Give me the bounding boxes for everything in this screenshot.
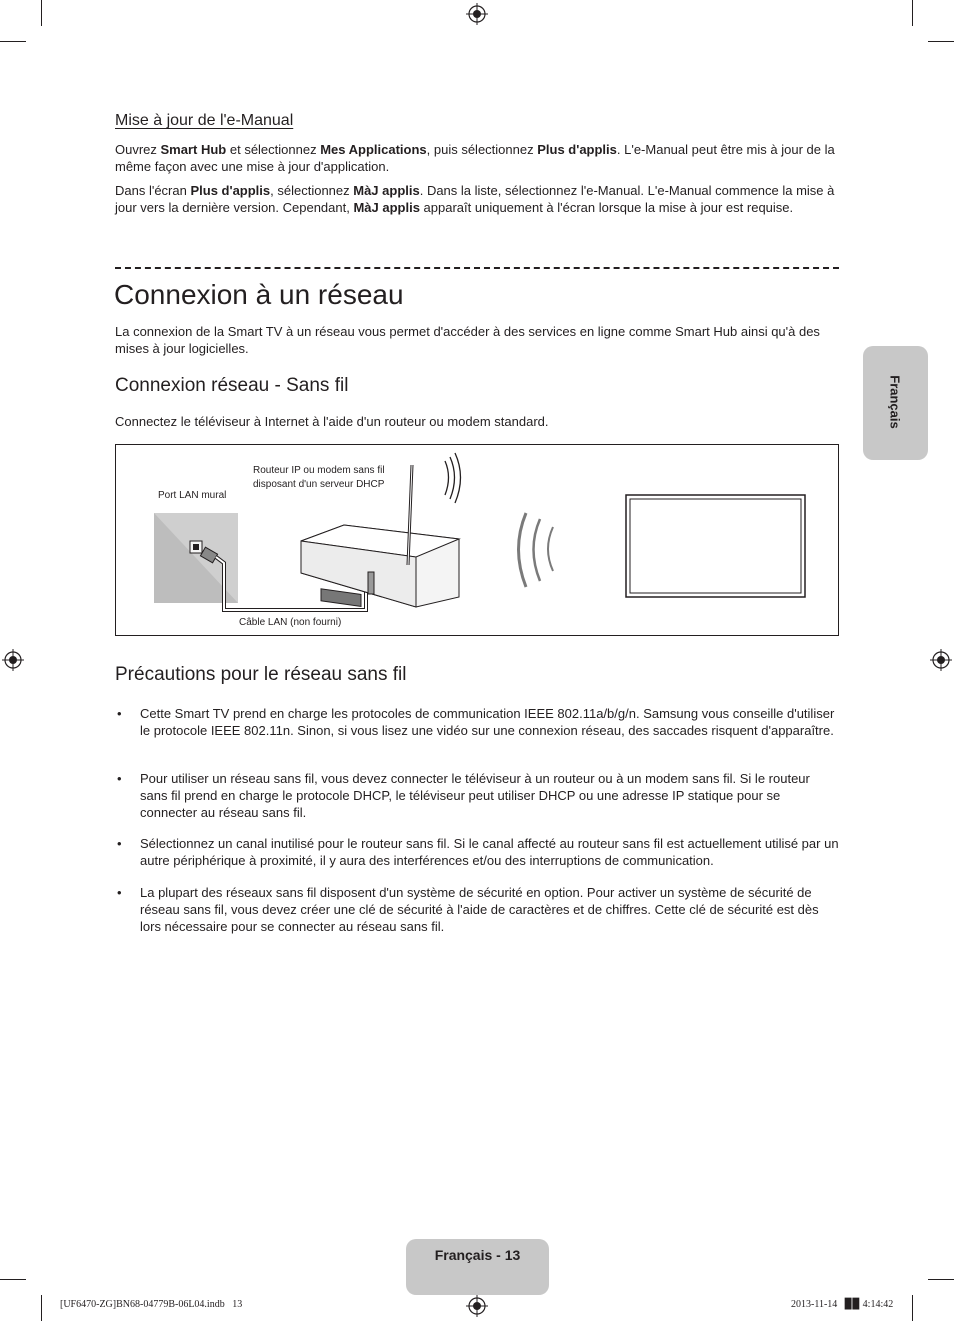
network-intro: La connexion de la Smart TV à un réseau vous permet d'accéder à des services en ligne comme Smart Hub ainsi qu'à des mises à jour logicielles. [115, 324, 820, 356]
wifi-signal-icon [519, 513, 527, 587]
page-number-box [406, 1239, 549, 1295]
crop-mark [0, 1279, 26, 1280]
page-title: Connexion à un réseau [114, 279, 404, 310]
language-tab-label: Français [887, 375, 903, 429]
crop-mark [912, 1295, 913, 1321]
crop-mark [0, 41, 26, 42]
language-side-tab [863, 346, 928, 460]
registration-mark-icon [466, 3, 488, 25]
crop-mark [912, 0, 913, 26]
router-label: Routeur IP ou modem sans fil disposant d'un serveur DHCP [253, 465, 385, 490]
network-diagram [115, 444, 839, 636]
cable-label: Câble LAN (non fourni) [239, 617, 342, 628]
emanual-paragraph-1: Ouvrez Smart Hub et sélectionnez Mes Applications, puis sélectionnez Plus d'applis. L'e-Manual peut être mis à jour de la même façon avec une mise à jour d'application. [115, 142, 835, 174]
emanual-paragraph-2: Dans l'écran Plus d'applis, sélectionnez MàJ applis. Dans la liste, sélectionnez l'e-Manual. L'e-Manual commence la mise à jour vers la dernière version. Cependant, MàJ applis apparaît uniquement à l'écran lorsque la mise à jour est requise. [115, 183, 835, 215]
registration-mark-icon [930, 649, 952, 671]
wireless-heading: Connexion réseau - Sans fil [115, 375, 349, 396]
footer-file-info: [UF6470-ZG]BN68-04779B-06L04.indb 13 [60, 1299, 243, 1310]
wall-port-label: Port LAN mural [158, 490, 227, 501]
wireless-text: Connectez le téléviseur à Internet à l'aide d'un routeur ou modem standard. [115, 414, 549, 429]
registration-mark-icon [2, 649, 24, 671]
crop-mark [41, 0, 42, 26]
crop-mark [928, 1279, 954, 1280]
precautions-heading: Précautions pour le réseau sans fil [115, 664, 407, 685]
footer-timestamp: 2013-11-14 ▉▉ 4:14:42 [791, 1299, 894, 1310]
registration-mark-icon [466, 1295, 488, 1317]
tv-icon [626, 495, 805, 597]
crop-mark [41, 1295, 42, 1321]
emanual-update-heading: Mise à jour de l'e-Manual [115, 112, 294, 129]
page-number: Français - 13 [434, 1247, 521, 1263]
section-divider [115, 267, 839, 269]
crop-mark [928, 41, 954, 42]
diagram-illustration [116, 445, 838, 635]
